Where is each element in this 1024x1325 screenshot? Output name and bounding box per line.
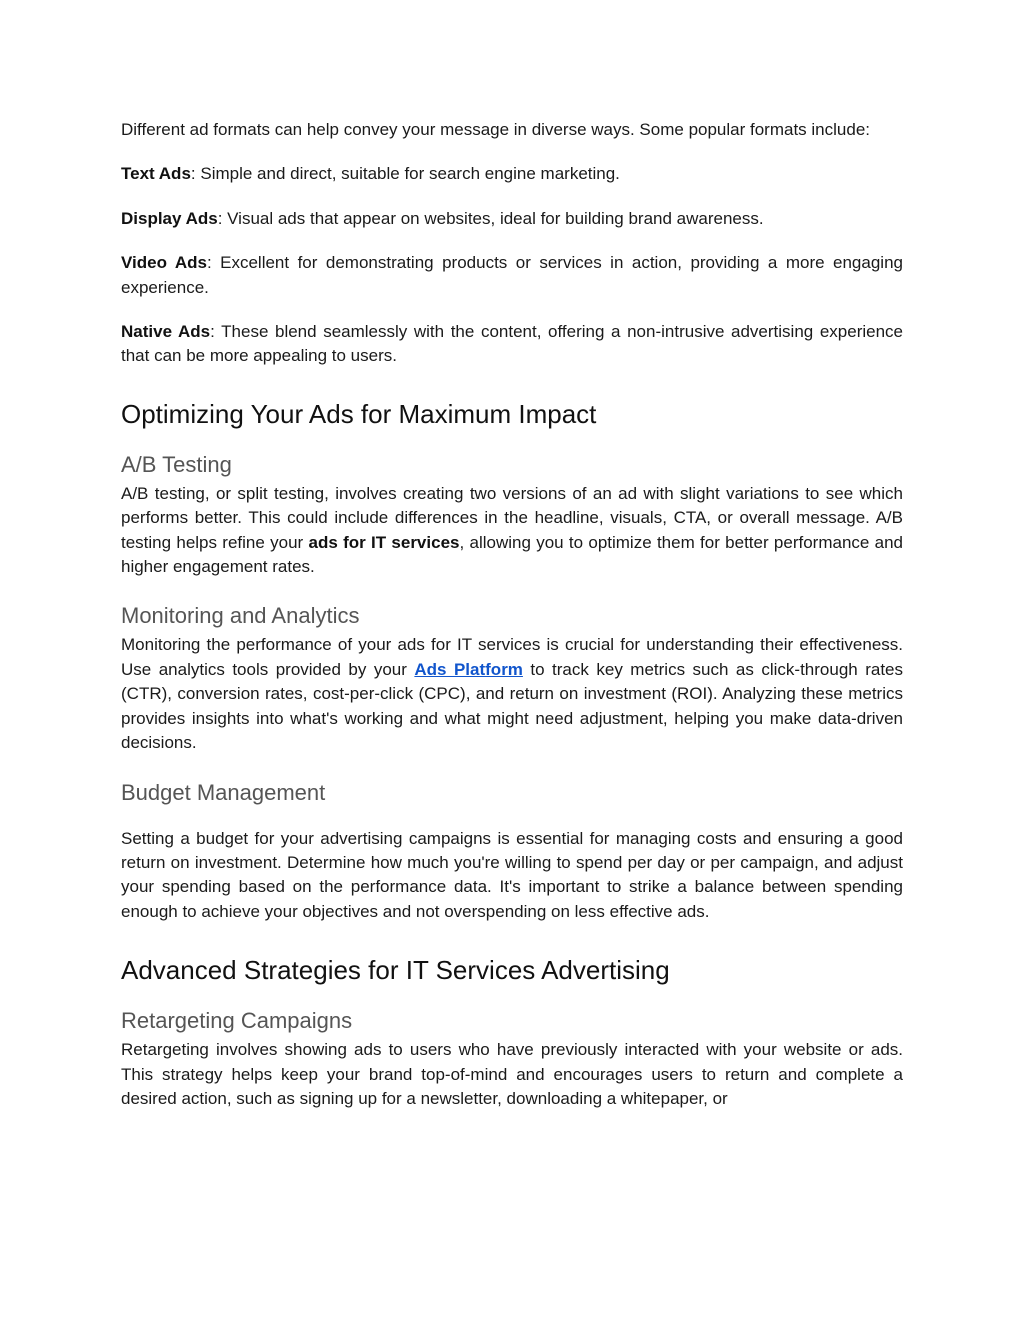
format-name: Video Ads xyxy=(121,253,207,273)
monitoring-text-end: to track key metrics such as click-through rates (CTR), conversion rates, cost-per-click (CPC), and return on investment (ROI). Analyzing these metrics provides insights into what's working and what might need adjustment, helping you make data-driven decisions. xyxy=(121,659,904,753)
format-name: Native Ads xyxy=(121,322,211,342)
format-native-ads xyxy=(121,320,903,369)
retargeting-paragraph: Retargeting involves showing ads to users who have previously interacted with your website or ads. This strategy helps keep your brand top-of-mind and encourages users to return and complete a desired action, such as signing up for a newsletter, downloading a whitepaper, or xyxy=(121,1040,903,1108)
ads-platform-link[interactable]: Ads Platform xyxy=(414,659,523,679)
subheading-retargeting: Retargeting Campaigns xyxy=(121,1008,353,1034)
ab-testing-paragraph xyxy=(121,482,903,580)
format-text-ads xyxy=(121,162,903,186)
format-name: Display Ads xyxy=(121,208,218,228)
format-description: : Visual ads that appear on websites, ideal for building brand awareness. xyxy=(217,208,764,228)
format-video-ads xyxy=(121,251,903,300)
monitoring-text-start: Monitoring the performance of your ads for IT services is crucial for understanding their effectiveness. Use analytics tools provided by your xyxy=(121,635,903,679)
format-description: : Excellent for demonstrating products or services in action, providing a more engaging experience. xyxy=(121,253,903,297)
subheading-budget: Budget Management xyxy=(121,779,326,805)
ab-bold-keyword: ads for IT services xyxy=(308,532,460,552)
ab-text-end: , allowing you to optimize them for better performance and higher engagement rates. xyxy=(121,532,904,577)
document-page xyxy=(121,118,903,1111)
ab-text-start: A/B testing, or split testing, involves creating two versions of an ad with slight variations to see which performs better. This could include differences in the headline, visuals, CTA, or overall message. A/B testing helps refine your xyxy=(121,483,903,552)
format-display-ads xyxy=(121,207,903,231)
intro-paragraph: Different ad formats can help convey your message in diverse ways. Some popular formats include: xyxy=(121,120,870,139)
format-description: : These blend seamlessly with the content, offering a non-intrusive advertising experience that can be more appealing to users. xyxy=(121,322,904,366)
format-description: : Simple and direct, suitable for search engine marketing. xyxy=(190,164,620,184)
budget-paragraph: Setting a budget for your advertising campaigns is essential for managing costs and ensuring a good return on investment. Determine how much you're willing to spend per day or per campaign, and adjust your spending based on the performance data. It's important to strike a balance between spending enough to achieve your objectives and not overspending on less effective ads. xyxy=(121,828,903,921)
monitoring-paragraph xyxy=(121,633,903,755)
section-heading-optimizing: Optimizing Your Ads for Maximum Impact xyxy=(121,398,597,429)
format-name: Text Ads xyxy=(121,164,191,184)
subheading-monitoring: Monitoring and Analytics xyxy=(121,603,360,629)
subheading-ab-testing: A/B Testing xyxy=(121,451,232,477)
section-heading-advanced: Advanced Strategies for IT Services Advertising xyxy=(121,955,670,986)
